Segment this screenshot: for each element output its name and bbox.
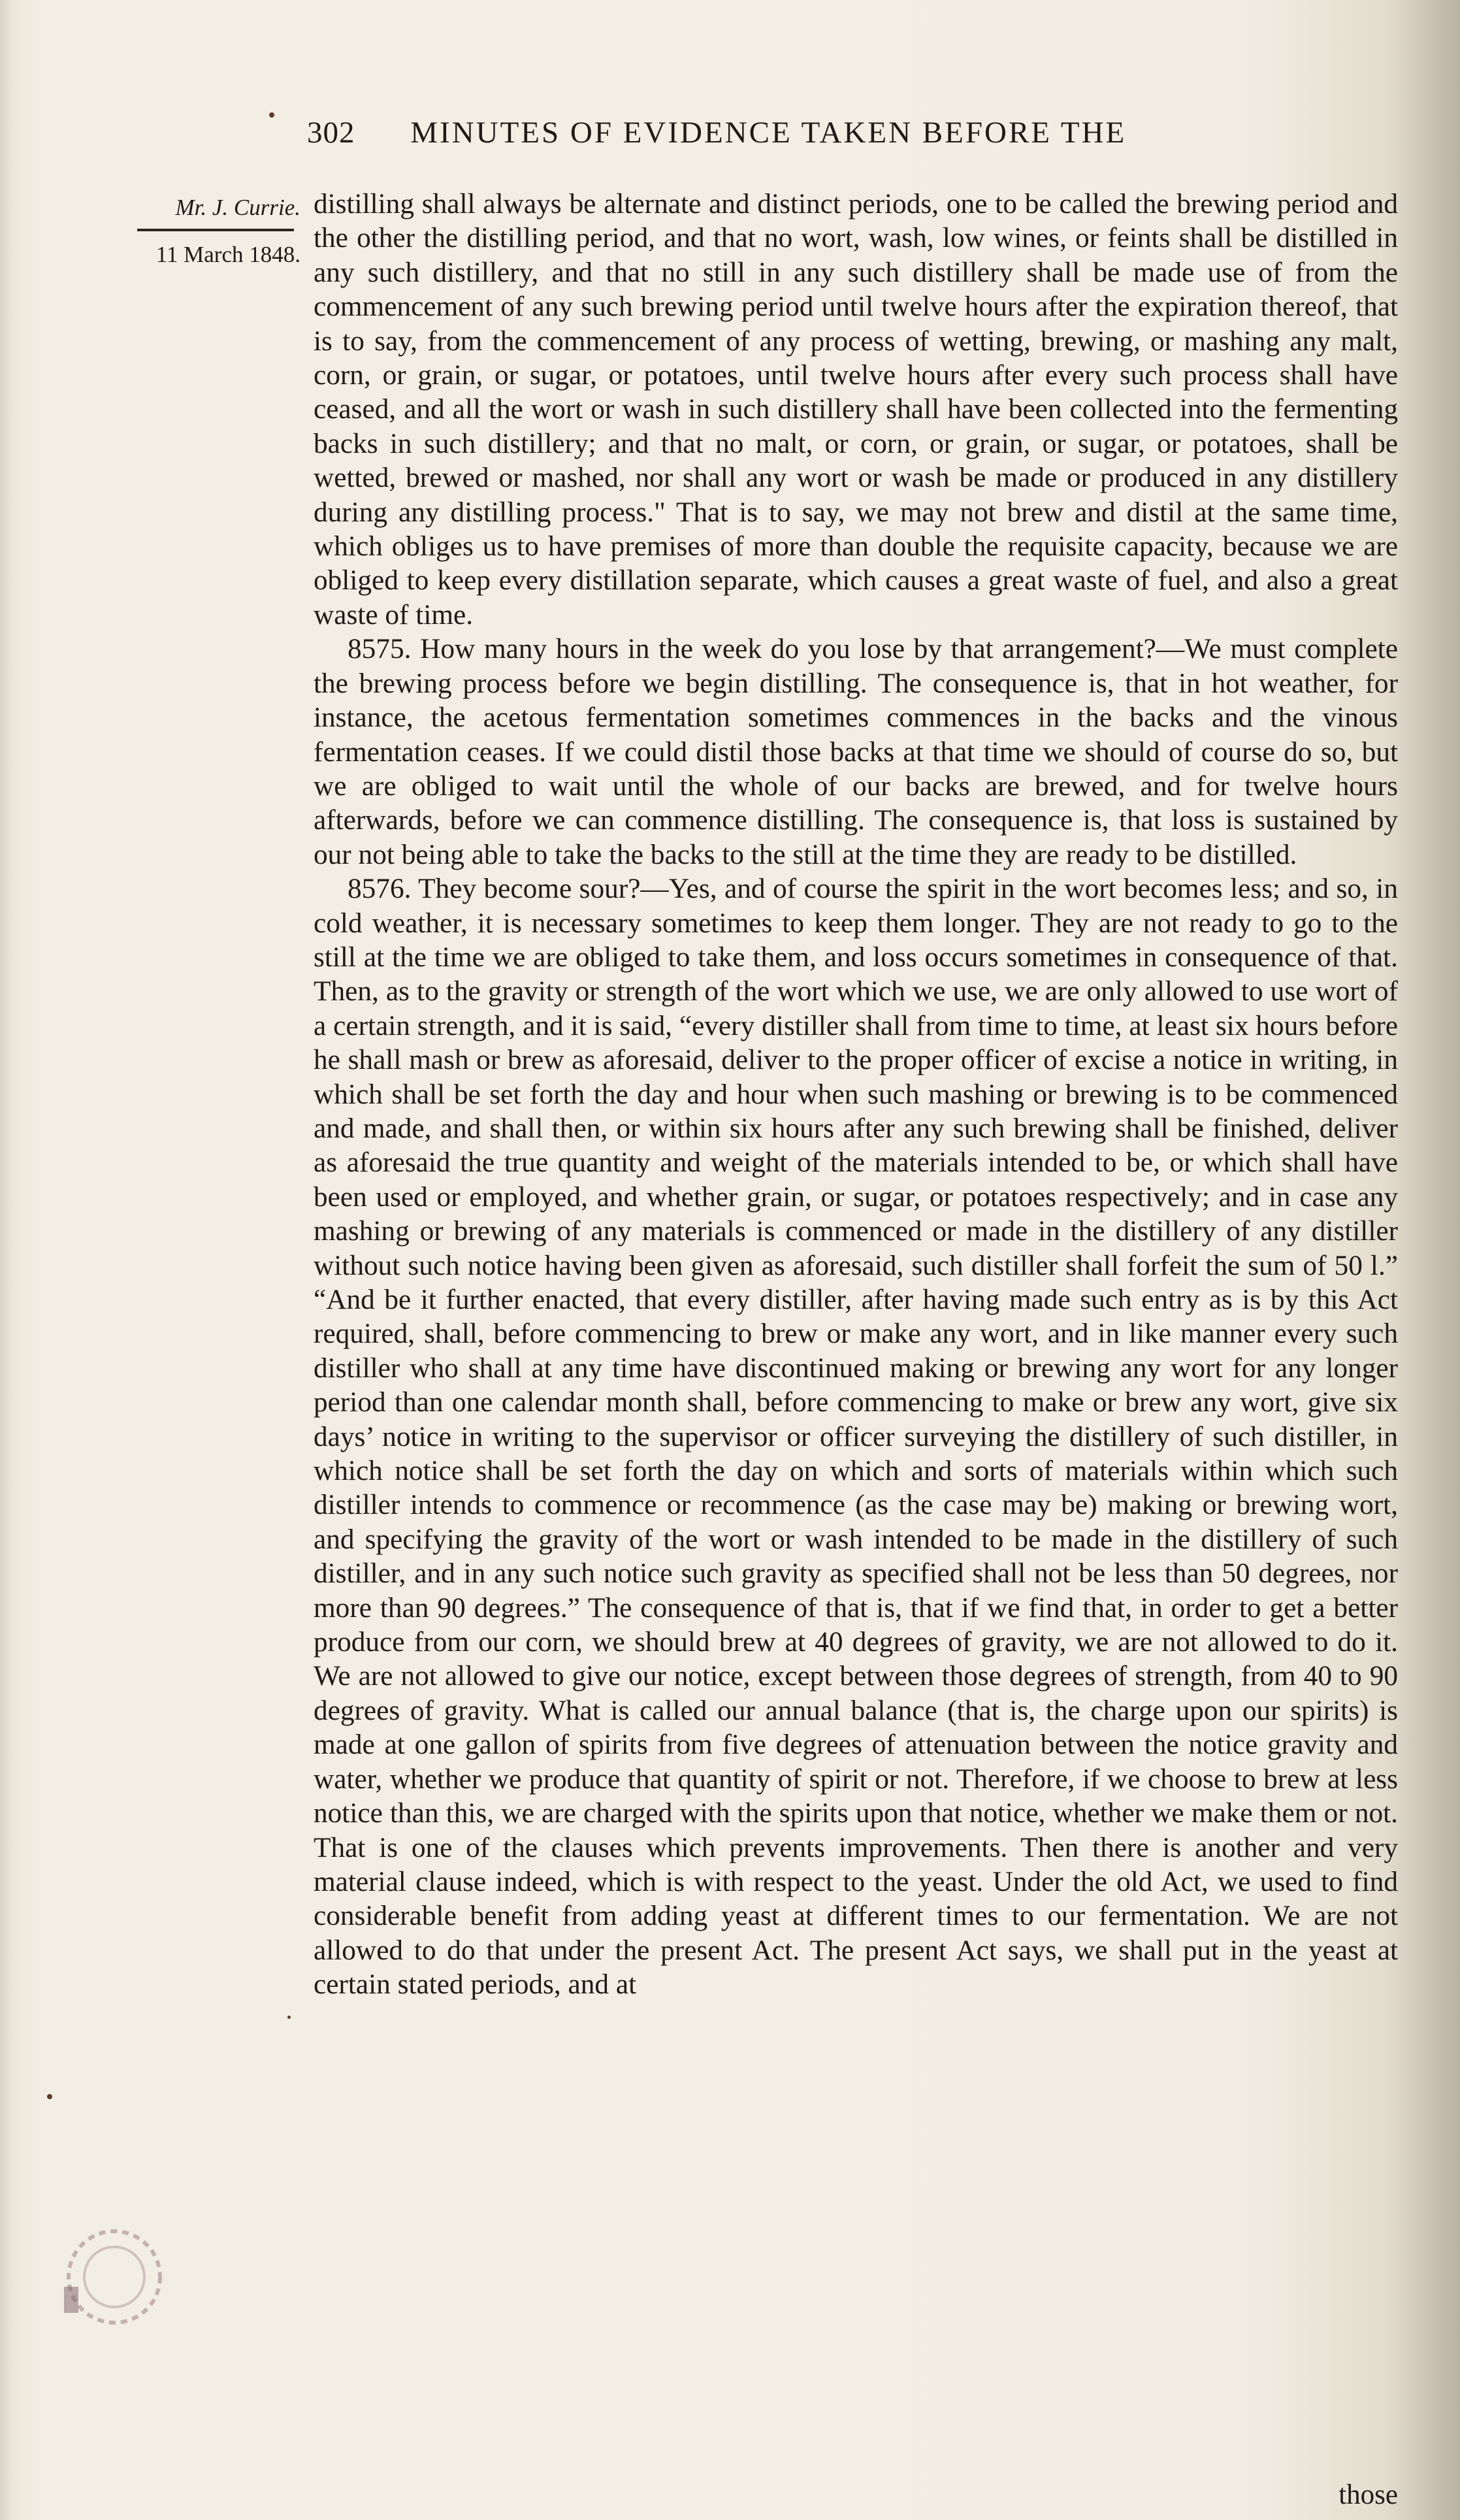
catchword: those [1338,2479,1398,2510]
ink-speck [269,112,274,118]
ink-speck [287,2016,291,2019]
margin-rule [137,229,294,231]
library-stamp-icon [52,2215,176,2339]
body-text [314,187,1398,2002]
page-header [307,115,1287,150]
paragraph-question-8575: 8575. How many hours in the week do you lose by that arrangement?—We must complete the brewing process before we begin distilling. The consequence is, that in hot weather, for instance, the acetous fermentation sometimes commences in the backs and the vinous fermentation ceases. If we could distil those backs at that time we should of course do so, but we are obliged to wait until the whole of our backs are brewed, and for twelve hours afterwards, before we can commence distilling. The consequence is, that loss is sustained by our not being able to take the backs to the still at the time they are ready to be distilled. [314,633,1398,870]
running-head: MINUTES OF EVIDENCE TAKEN BEFORE THE [410,116,1127,150]
paragraph-question-8576: 8576. They become sour?—Yes, and of course the spirit in the wort becomes less; and so, in cold weather, it is necessary sometimes to keep them longer. They are not ready to go to the still at the time we are obliged to take them, and loss occurs sometimes in consequence of that. Then, as to the gravity or strength of the wort which we use, we are only allowed to use wort of a certain strength, and it is said, “every distiller shall from time to time, at least six hours before he shall mash or brew as aforesaid, deliver to the proper officer of excise a notice in writing, in which shall be set forth the day and hour when such mashing or brewing is to be commenced and made, and shall then, or within six hours after any such brewing shall be finished, deliver as aforesaid the true quantity and weight of the materials intended to be, or which shall have been used or employed, and whether grain, or sugar, or potatoes respectively; and in case any mashing or brewing of any materials is commenced or made in the distillery of any distiller without such notice having been given as aforesaid, such distiller shall forfeit the sum of 50 l.” “And be it further enacted, that every distiller, after having made such entry as is by this Act required, shall, before commencing to brew or make any wort, and in like manner every such distiller who shall at any time have discontinued making or brewing any wort for any longer period than one calendar month shall, before commencing to make or brew any wort, give six days’ notice in writing to the supervisor or officer surveying the distillery of such distiller, in which notice shall be set forth the day on which and sorts of materials within which such distiller intends to commence or recommence (as the case may be) making or brewing wort, and specifying the gravity of the wort or wash intended to be made in the distillery of such distiller, and in any such notice such gravity as specified shall not be less than 50 degrees, nor more than 90 degrees.” The consequence of that is, that if we find that, in order to get a better produce from our corn, we should brew at 40 degrees of gravity, we are not allowed to do it. We are not allowed to give our notice, except between those degrees of strength, from 40 to 90 degrees of gravity. What is called our annual balance (that is, the charge upon our spirits) is made at one gallon of spirits from five degrees of attenuation between the notice gravity and water, whether we produce that quantity of spirit or not. Therefore, if we choose to brew at less notice than this, we are charged with the spirits upon that notice, whether we make them or not. That is one of the clauses which prevents improvements. Then there is another and very material clause indeed, which is with respect to the yeast. Under the old Act, we used to find considerable benefit from adding yeast at different times to our fermentation. We are not allowed to do that under the present Act. The present Act says, we shall put in the yeast at certain stated periods, and at [314,873,1398,2001]
margin-witness-name: Mr. J. Currie. [175,195,300,220]
margin-notes [98,191,300,272]
ink-speck [47,2094,52,2099]
page-number: 302 [307,116,355,150]
paragraph-continuation: distilling shall always be alternate and distinct periods, one to be called the brewing period and the other the distilling period, and that no wort, wash, low wines, or feints shall be distilled in any such distillery, and that no still in any such distillery shall be made use of from the commencement of any such brewing period until twelve hours after the expiration thereof, that is to say, from the commencement of any process of wetting, brewing, or mashing any malt, corn, or grain, or sugar, or potatoes, until twelve hours after every such process shall have ceased, and all the wort or wash in such distillery shall have been collected into the fermenting backs in such distillery; and that no malt, or corn, or grain, or sugar, or potatoes, shall be wetted, brewed or mashed, nor shall any wort or wash be made or produced in any distillery during any distilling process." That is to say, we may not brew and distil at the same time, which obliges us to have premises of more than double the requisite capacity, because we are obliged to keep every distillation separate, which causes a great waste of fuel, and also a great waste of time. [314,188,1398,630]
margin-date: 11 March 1848. [155,242,300,267]
